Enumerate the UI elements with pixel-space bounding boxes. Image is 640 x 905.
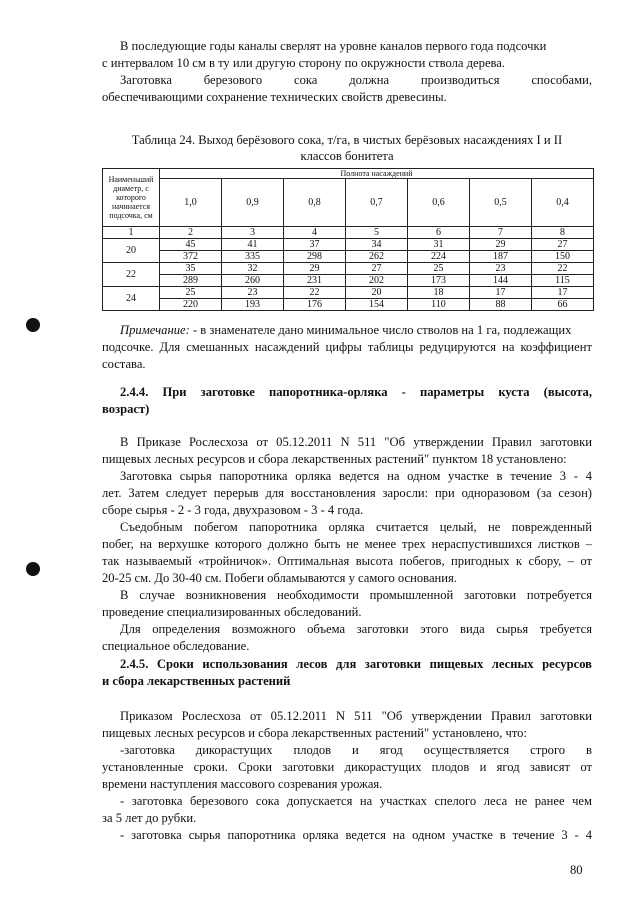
note-label: Примечание: [120, 323, 190, 337]
stems-cell: 154 [346, 299, 408, 311]
paragraph-line: - заготовка березового сока допускается на участках спелого леса не ранее чем [120, 794, 592, 808]
yield-cell: 27 [532, 239, 594, 251]
yield-cell: 34 [346, 239, 408, 251]
col-diameter-header: Наименьший диаметр, с которого начинается подсочка, см [103, 169, 160, 227]
yield-cell: 25 [160, 287, 222, 299]
section-2-4-5-body [102, 708, 592, 844]
density-group-header: Полнота насаждений [160, 169, 594, 179]
column-number: 3 [222, 227, 284, 239]
stems-cell: 335 [222, 251, 284, 263]
yield-cell: 29 [284, 263, 346, 275]
paragraph-line: 20-25 см. До 30-40 см. Побеги обламываются у самого основания. [102, 571, 457, 585]
yield-cell: 17 [470, 287, 532, 299]
section-heading-l1: 2.4.5. Сроки использования лесов для заготовки пищевых лесных ресурсов [120, 657, 592, 671]
stems-cell: 144 [470, 275, 532, 287]
yield-cell: 27 [346, 263, 408, 275]
table-row [103, 287, 594, 299]
stems-cell: 88 [470, 299, 532, 311]
paragraph-line: В Приказе Рослесхоза от 05.12.2011 N 511 "Об утверждении Правил заготовки [120, 435, 592, 449]
stems-cell: 202 [346, 275, 408, 287]
paragraph-line: Заготовка сырья папоротника орляка ведется на одном участке в течение 3 - 4 [120, 469, 592, 483]
column-number: 8 [532, 227, 594, 239]
paragraph-birch-sap-l2: обеспечивающими сохранение технических свойств древесины. [102, 90, 447, 104]
punch-hole-bottom [26, 562, 40, 576]
stems-cell: 173 [408, 275, 470, 287]
stems-cell: 66 [532, 299, 594, 311]
density-header: 0,6 [408, 179, 470, 227]
paragraph-line: Съедобным побегом папоротника орляка считается целый, не поврежденный [120, 520, 592, 534]
paragraph-line: пищевых лесных ресурсов и сбора лекарственных растений" установлено, что: [102, 726, 527, 740]
paragraph-line: Для определения возможного объема заготовки этого вида сырья требуется [120, 622, 592, 636]
yield-cell: 32 [222, 263, 284, 275]
stems-cell: 115 [532, 275, 594, 287]
page-number: 80 [570, 863, 583, 877]
table-caption-l1: Таблица 24. Выход берёзового сока, т/га, в чистых берёзовых насаждениях I и II [131, 133, 563, 147]
table-row [103, 275, 594, 287]
paragraph-line: В случае возникновения необходимости промышленной заготовки потребуется [120, 588, 592, 602]
column-number: 5 [346, 227, 408, 239]
yield-cell: 31 [408, 239, 470, 251]
paragraph-line: специальное обследование. [102, 639, 250, 653]
section-2-4-4-body [102, 434, 592, 655]
paragraph-birch-sap-l1: Заготовка березового сока должна производиться способами, [120, 73, 592, 87]
yield-cell: 23 [222, 287, 284, 299]
table-note [102, 322, 592, 373]
table-row [103, 263, 594, 275]
paragraph-line: сборе сырья - 2 - 3 года, двухразовом - 3 - 4 года. [102, 503, 364, 517]
punch-hole-top [26, 318, 40, 332]
table-caption [102, 132, 592, 164]
column-number: 2 [160, 227, 222, 239]
paragraph-line: - заготовка сырья папоротника орляка ведется на одном участке в течение 3 - 4 [120, 828, 592, 842]
note-text-l2: подсочке. Для смешанных насаждений цифры таблицы редуцируются на коэффициент [102, 340, 592, 354]
note-text-l1: - в знаменателе дано минимальное число стволов на 1 га, подлежащих [189, 323, 572, 337]
paragraph-canals-l2: с интервалом 10 см в ту или другую сторону по окружности ствола дерева. [102, 56, 506, 70]
stems-cell: 262 [346, 251, 408, 263]
diameter-cell: 20 [103, 239, 160, 263]
section-2-4-4-heading [102, 384, 592, 418]
stems-cell: 260 [222, 275, 284, 287]
yield-cell: 17 [532, 287, 594, 299]
paragraph-line: побег, на верхушке которого должно быть не менее трех нераспустившихся листков – [102, 537, 592, 551]
yield-cell: 23 [470, 263, 532, 275]
yield-cell: 37 [284, 239, 346, 251]
stems-cell: 220 [160, 299, 222, 311]
stems-cell: 224 [408, 251, 470, 263]
column-number: 1 [103, 227, 160, 239]
diameter-cell: 22 [103, 263, 160, 287]
paragraph-line: так называемый «тройничок». Оптимальная высота побегов, пригодных к сбору, – от [102, 554, 592, 568]
table-row [103, 239, 594, 251]
yield-cell: 22 [532, 263, 594, 275]
density-header: 0,5 [470, 179, 532, 227]
section-2-4-5-heading [102, 656, 592, 690]
column-number-row [103, 227, 594, 239]
paragraph-line: проведение специализированных обследований. [102, 605, 362, 619]
stems-cell: 298 [284, 251, 346, 263]
stems-cell: 231 [284, 275, 346, 287]
density-header: 0,7 [346, 179, 408, 227]
density-header: 0,4 [532, 179, 594, 227]
paragraph-line: -заготовка дикорастущих плодов и ягод осуществляется строго в [120, 743, 592, 757]
stems-cell: 193 [222, 299, 284, 311]
stems-cell: 176 [284, 299, 346, 311]
paragraph-line: пищевых лесных ресурсов и сбора лекарственных растений" пунктом 18 установлено: [102, 452, 567, 466]
note-text-l3: состава. [102, 357, 146, 371]
yield-cell: 29 [470, 239, 532, 251]
section-heading-l1: 2.4.4. При заготовке папоротника-орляка - параметры куста (высота, [120, 385, 592, 399]
paragraph-line: лет. Затем следует перерыв для восстановления заросли: при одноразовом (за сезон) [102, 486, 592, 500]
yield-cell: 25 [408, 263, 470, 275]
stems-cell: 187 [470, 251, 532, 263]
sap-yield-table [102, 168, 594, 311]
section-heading-l2: возраст) [102, 402, 150, 416]
column-number: 7 [470, 227, 532, 239]
yield-cell: 18 [408, 287, 470, 299]
paragraph-line: установленные сроки. Сроки заготовки дикорастущих плодов и ягод зависят от [102, 760, 592, 774]
density-header: 1,0 [160, 179, 222, 227]
yield-cell: 35 [160, 263, 222, 275]
section-heading-l2: и сбора лекарственных растений [102, 674, 291, 688]
density-header: 0,8 [284, 179, 346, 227]
table-caption-l2: классов бонитета [300, 149, 394, 163]
table-row [103, 299, 594, 311]
yield-cell: 41 [222, 239, 284, 251]
diameter-cell: 24 [103, 287, 160, 311]
paragraph-canals-l1: В последующие годы каналы сверлят на уровне каналов первого года подсочки [120, 39, 547, 53]
column-number: 6 [408, 227, 470, 239]
column-number: 4 [284, 227, 346, 239]
intro-text [102, 38, 592, 106]
yield-cell: 20 [346, 287, 408, 299]
yield-cell: 22 [284, 287, 346, 299]
stems-cell: 150 [532, 251, 594, 263]
table-row [103, 251, 594, 263]
yield-cell: 45 [160, 239, 222, 251]
stems-cell: 110 [408, 299, 470, 311]
paragraph-line: времени наступления массового созревания урожая. [102, 777, 383, 791]
stems-cell: 289 [160, 275, 222, 287]
stems-cell: 372 [160, 251, 222, 263]
density-header: 0,9 [222, 179, 284, 227]
paragraph-line: за 5 лет до рубки. [102, 811, 197, 825]
paragraph-line: Приказом Рослесхоза от 05.12.2011 N 511 "Об утверждении Правил заготовки [120, 709, 592, 723]
